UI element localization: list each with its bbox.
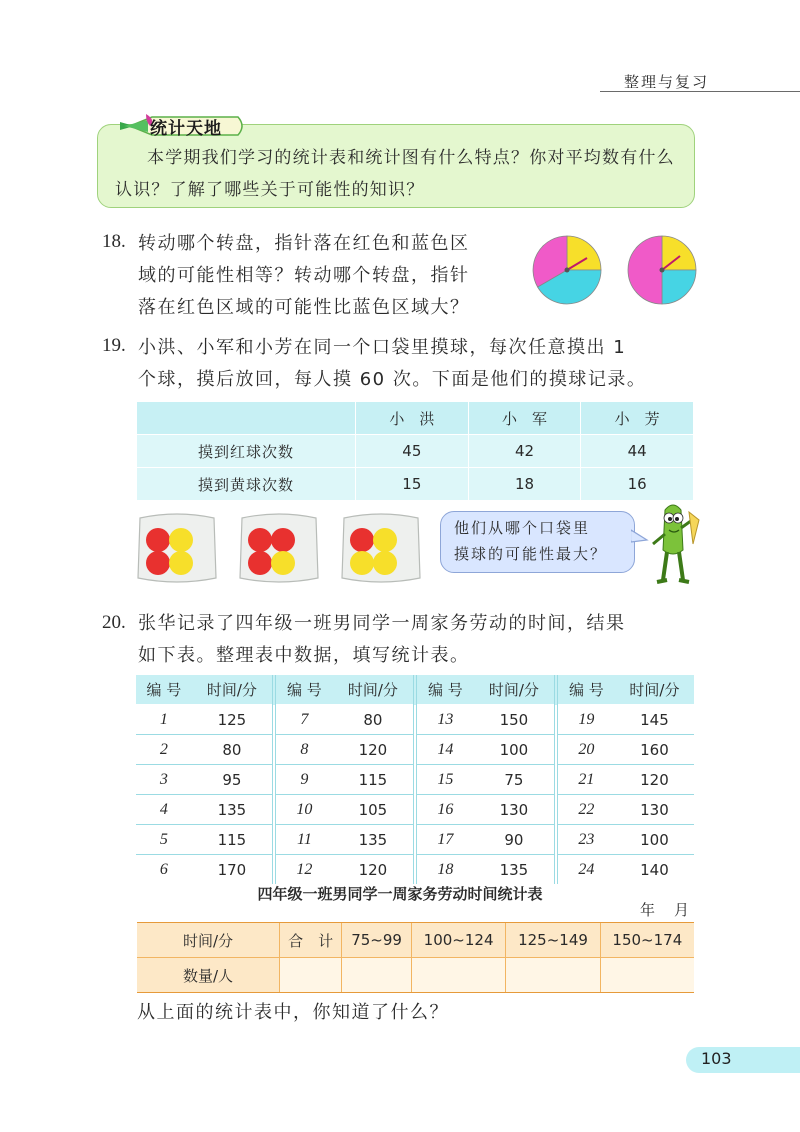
question-18-line: 转动哪个转盘，指针落在红色和蓝色区	[138, 233, 470, 254]
student-id: 20	[556, 735, 615, 765]
time-value: 130	[615, 795, 694, 825]
table-row	[136, 825, 694, 855]
spinner-1-icon	[531, 234, 603, 306]
table-row	[137, 468, 694, 501]
stat-table	[137, 922, 694, 993]
header-time: 时间/分	[192, 675, 274, 705]
student-id: 3	[136, 765, 192, 795]
header-id: 编 号	[415, 675, 474, 705]
stat-empty-cell[interactable]	[600, 958, 694, 993]
student-id: 12	[296, 860, 313, 878]
header-time: 时间/分	[474, 675, 556, 705]
student-id: 17	[415, 825, 474, 855]
student-id: 18	[437, 860, 454, 878]
page-number: 103	[701, 1049, 732, 1068]
time-value: 115	[192, 825, 274, 855]
table-row	[136, 765, 694, 795]
time-value: 120	[615, 765, 694, 795]
stat-header-row	[137, 923, 694, 958]
stat-table-title: 四年级一班男同学一周家务劳动时间统计表	[257, 885, 543, 903]
student-id: 15	[415, 765, 474, 795]
question-20-line: 张华记录了四年级一班男同学一周家务劳动的时间，结果	[138, 613, 626, 634]
bubble-line: 他们从哪个口袋里	[454, 519, 591, 537]
question-18-text	[138, 228, 470, 324]
bag-2-icon	[236, 508, 322, 586]
chores-time-table	[136, 675, 694, 884]
student-id: 9	[274, 765, 333, 795]
stat-table-date: 年 月	[640, 901, 692, 919]
table-cell: 16	[581, 468, 694, 501]
table-header-cell: 小 芳	[581, 402, 694, 435]
stat-empty-cell[interactable]	[280, 958, 342, 993]
header-id: 编 号	[556, 675, 615, 705]
table-header-cell	[137, 402, 356, 435]
time-value: 120	[333, 855, 415, 885]
stat-header-cell: 125~149	[506, 923, 600, 958]
stat-row-label: 数量/人	[137, 958, 280, 993]
student-id: 11	[274, 825, 333, 855]
header-rule	[600, 91, 800, 92]
table-cell: 45	[356, 435, 469, 468]
student-id: 10	[274, 795, 333, 825]
student-id: 16	[415, 795, 474, 825]
table-cell: 42	[468, 435, 581, 468]
question-18-line: 落在红色区域的可能性比蓝色区域大？	[138, 297, 470, 318]
stat-header-cell: 150~174	[600, 923, 694, 958]
row-label: 摸到红球次数	[137, 435, 356, 468]
time-value: 135	[192, 795, 274, 825]
time-value: 145	[615, 705, 694, 735]
table-cell: 44	[581, 435, 694, 468]
question-20-text	[138, 608, 626, 672]
time-value: 115	[333, 765, 415, 795]
closing-question: 从上面的统计表中，你知道了什么？	[137, 1002, 449, 1023]
bubble-line: 摸球的可能性最大？	[454, 545, 608, 563]
time-value: 90	[474, 825, 556, 855]
student-id: 1	[136, 705, 192, 735]
student-id: 7	[274, 705, 333, 735]
header-id: 编 号	[136, 675, 192, 705]
student-id: 19	[556, 705, 615, 735]
table-cell: 18	[468, 468, 581, 501]
question-19-line: 小洪、小军和小芳在同一个口袋里摸球，每次任意摸出 1	[138, 337, 627, 358]
ball-record-table	[136, 401, 694, 501]
time-value: 100	[474, 735, 556, 765]
table-header-row	[137, 402, 694, 435]
table-row	[136, 795, 694, 825]
header-time: 时间/分	[615, 675, 694, 705]
student-id: 22	[556, 795, 615, 825]
stat-header-cell: 时间/分	[137, 923, 280, 958]
time-value: 125	[192, 705, 274, 735]
question-18-number: 18.	[102, 231, 126, 252]
time-value: 120	[333, 735, 415, 765]
stat-header-cell: 75~99	[342, 923, 412, 958]
section-header: 整理与复习	[624, 73, 710, 91]
time-value: 170	[192, 855, 274, 885]
bag-1-icon	[134, 508, 220, 586]
bag-3-icon	[338, 508, 424, 586]
student-id: 14	[415, 735, 474, 765]
question-18-line: 域的可能性相等？转动哪个转盘，指针	[138, 265, 470, 286]
topic-text: 本学期我们学习的统计表和统计图有什么特点？你对平均数有什么认识？了解了哪些关于可能性的知识？	[115, 148, 675, 200]
header-time: 时间/分	[333, 675, 415, 705]
table-row	[136, 735, 694, 765]
header-id: 编 号	[274, 675, 333, 705]
table-header-row	[136, 675, 694, 705]
question-19-number: 19.	[102, 335, 126, 356]
time-value: 135	[474, 855, 556, 885]
time-value: 135	[333, 825, 415, 855]
time-value: 130	[474, 795, 556, 825]
student-id: 4	[136, 795, 192, 825]
spinner-2-icon	[626, 234, 698, 306]
question-19-line: 个球，摸后放回，每人摸 60 次。下面是他们的摸球记录。	[138, 369, 647, 390]
mascot-icon	[645, 500, 701, 588]
time-value: 75	[474, 765, 556, 795]
table-row	[137, 435, 694, 468]
time-value: 140	[640, 860, 669, 879]
student-id: 8	[274, 735, 333, 765]
question-20-number: 20.	[102, 612, 126, 633]
student-id: 6	[159, 860, 168, 878]
table-header-cell: 小 军	[468, 402, 581, 435]
student-id: 24	[578, 860, 595, 878]
stat-header-cell: 100~124	[411, 923, 505, 958]
table-cell: 15	[356, 468, 469, 501]
question-19-text	[138, 332, 646, 396]
time-value: 80	[333, 705, 415, 735]
topic-title: 统计天地	[150, 119, 222, 139]
student-id: 13	[415, 705, 474, 735]
row-label: 摸到黄球次数	[137, 468, 356, 501]
student-id: 5	[136, 825, 192, 855]
time-value: 105	[333, 795, 415, 825]
table-row	[136, 705, 694, 735]
student-id: 2	[136, 735, 192, 765]
speech-bubble-text	[454, 515, 629, 567]
student-id: 23	[556, 825, 615, 855]
stat-header-cell: 合 计	[280, 923, 342, 958]
stat-empty-cell[interactable]	[342, 958, 412, 993]
question-20-line: 如下表。整理表中数据，填写统计表。	[138, 645, 470, 666]
time-value: 160	[615, 735, 694, 765]
time-value: 80	[192, 735, 274, 765]
time-value: 95	[192, 765, 274, 795]
time-value: 100	[615, 825, 694, 855]
time-value: 150	[474, 705, 556, 735]
student-id: 21	[556, 765, 615, 795]
table-header-cell: 小 洪	[356, 402, 469, 435]
stat-empty-cell[interactable]	[506, 958, 600, 993]
stat-count-row	[137, 958, 694, 993]
stat-empty-cell[interactable]	[411, 958, 505, 993]
table-row	[136, 855, 694, 885]
